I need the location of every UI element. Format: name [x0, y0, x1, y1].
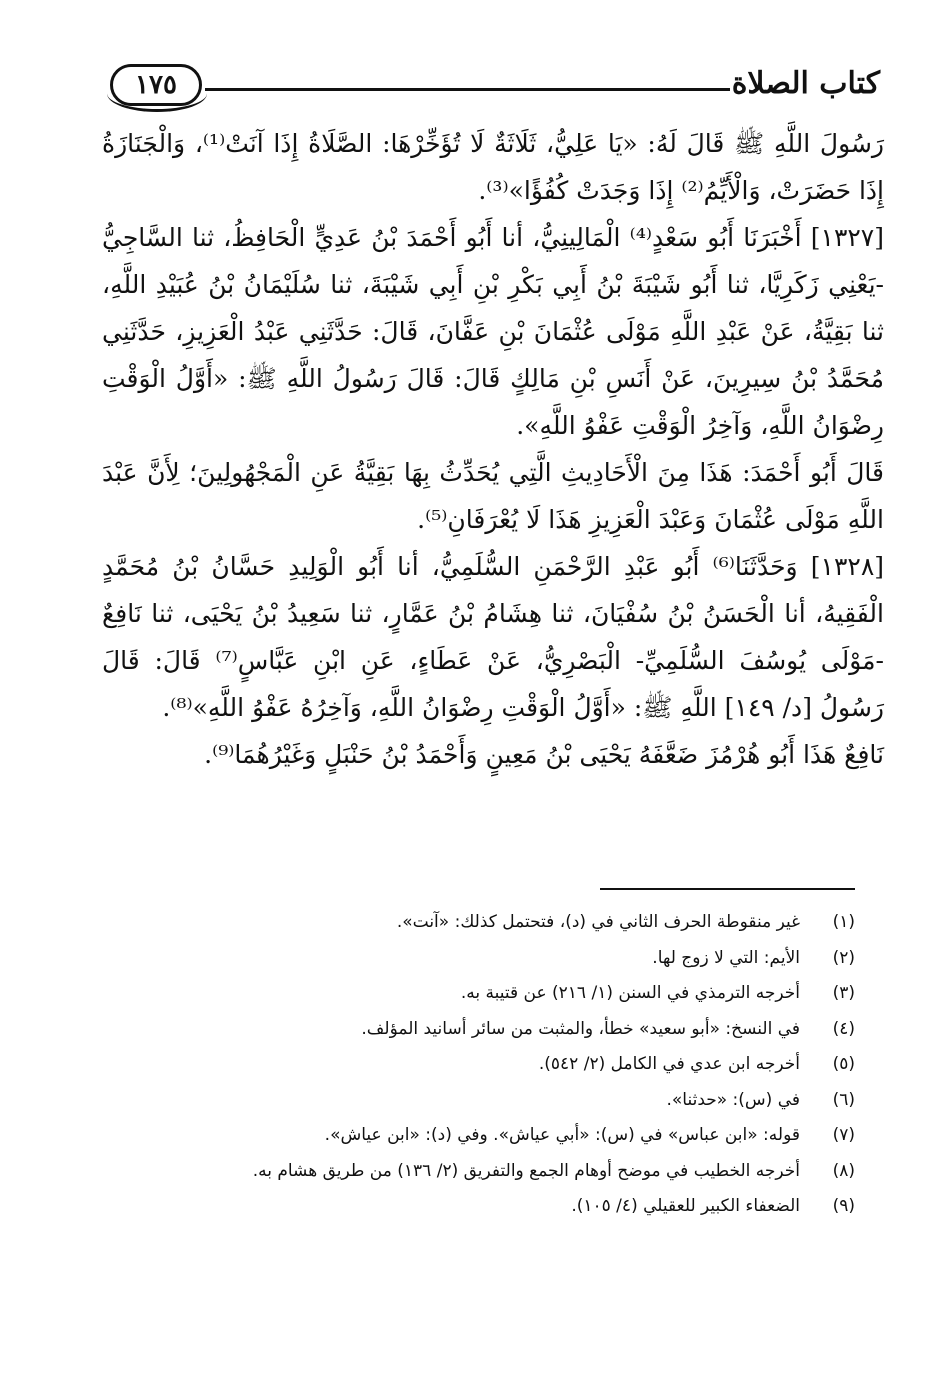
paragraph-closing: نَافِعٌ هَذَا أَبُو هُرْمُزَ ضَعَّفَهُ يَحْيَى بْنُ مَعِينٍ وَأَحْمَدُ بْنُ حَنْبَلٍ وَغَيْرُهُمَا⁽⁹⁾.: [204, 740, 884, 769]
footnote: [150, 976, 855, 1012]
footnote-text: الأيم: التي لا زوج لها.: [652, 947, 800, 968]
footnote-text: أخرجه ابن عدي في الكامل (٢/ ٥٤٢).: [538, 1054, 800, 1074]
footnote-text: أخرجه الخطيب في موضح أوهام الجمع والتفريق (٢/ ١٣٦) من طريق هشام به.: [252, 1160, 800, 1181]
paragraph-comment: قَالَ أَبُو أَحْمَدَ: هَذَا مِنَ الْأَحَادِيثِ الَّتِي يُحَدِّثُ بِهَا بَقِيَّةُ عَنِ الْمَجْهُولِينَ؛ لِأَنَّ عَبْدَ اللَّهِ مَوْلَى عُثْمَانَ وَعَبْدَ الْعَزِيزِ هَذَا لَا يُعْرَفَانِ⁽⁵⁾.: [102, 458, 884, 534]
footnote-number: (٨): [832, 1160, 855, 1181]
header-rule: [205, 88, 730, 91]
main-text: [102, 120, 884, 778]
footnote: [150, 1154, 855, 1190]
footnote-number: (٦): [832, 1089, 855, 1110]
footnote-text: قوله: «ابن عباس» في (س): «أبي عياش». وفي (د): «ابن عياش».: [324, 1125, 800, 1145]
footnote-text: أخرجه الترمذي في السنن (١/ ٢١٦) عن قتيبة به.: [460, 983, 800, 1003]
footnote-text: في النسخ: «أبو سعيد» خطأ، والمثبت من سائر أسانيد المؤلف.: [361, 1018, 800, 1039]
page-number-badge: [110, 64, 202, 106]
footnote-text: الضعفاء الكبير للعقيلي (٤/ ١٠٥).: [571, 1196, 800, 1216]
hadith-1327: [١٣٢٧] أَخْبَرَنَا أَبُو سَعْدٍ⁽⁴⁾ الْمَالِينِيُّ، أنا أَبُو أَحْمَدَ بْنُ عَدِيٍّ الْحَافِظُ، ثنا السَّاجِيُّ -يَعْنِي زَكَرِيَّا، ثنا أَبُو شَيْبَةَ بْنُ أَبِي بَكْرِ بْنِ أَبِي شَيْبَةَ، ثنا سُلَيْمَانُ بْنُ عُبَيْدِ اللَّهِ، ثنا بَقِيَّةُ، عَنْ عَبْدِ اللَّهِ مَوْلَى عُثْمَانَ بْنِ عَفَّانَ، قَالَ: حَدَّثَنِي عَبْدُ الْعَزِيزِ، حَدَّثَنِي مُحَمَّدُ بْنُ سِيرِينَ، عَنْ أَنَسِ بْنِ مَالِكٍ قَالَ: قَالَ رَسُولُ اللَّهِ ﷺ: «أَوَّلُ الْوَقْتِ رِضْوَانُ اللَّهِ، وَآخِرُ الْوَقْتِ عَفْوُ اللَّهِ».: [102, 223, 884, 440]
footnote: [150, 905, 855, 941]
hadith-1328: [١٣٢٨] وَحَدَّثَنَا⁽⁶⁾ أَبُو عَبْدِ الرَّحْمَنِ السُّلَمِيُّ، أنا أَبُو الْوَلِيدِ حَسَّانُ بْنُ مُحَمَّدٍ الْفَقِيهُ، أنا الْحَسَنُ بْنُ سُفْيَانَ، ثنا هِشَامُ بْنُ عَمَّارٍ، ثنا سَعِيدُ بْنُ يَحْيَى، ثنا نَافِعٌ -مَوْلَى يُوسُفَ السُّلَمِيِّ- الْبَصْرِيُّ، عَنْ عَطَاءٍ، عَنِ ابْنِ عَبَّاسٍ⁽⁷⁾ قَالَ: قَالَ رَسُولُ [د/ ١٤٩] اللَّهِ ﷺ: «أَوَّلُ الْوَقْتِ رِضْوَانُ اللَّهِ، وَآخِرُهُ عَفْوُ اللَّهِ»⁽⁸⁾.: [102, 552, 885, 722]
footnote: [150, 1083, 855, 1119]
footnote-number: (١): [832, 912, 855, 932]
footnote: [150, 1118, 855, 1154]
page-header: [110, 62, 880, 112]
footnote-number: (٤): [832, 1018, 855, 1039]
footnote-number: (٩): [832, 1196, 855, 1216]
paragraph-1: رَسُولَ اللَّهِ ﷺ قَالَ لَهُ: «يَا عَلِيُّ، ثَلَاثَةٌ لَا تُؤَخِّرْهَا: الصَّلَاةُ إِذَا آنَتْ⁽¹⁾، وَالْجَنَازَةُ إِذَا حَضَرَتْ، وَالْأَيِّمُ⁽²⁾ إِذَا وَجَدَتْ كُفُؤًا»⁽³⁾.: [102, 129, 884, 205]
footnote-text: في (س): «حدثنا».: [666, 1089, 800, 1110]
footnotes: [150, 905, 855, 1225]
footnote-text: غير منقوطة الحرف الثاني في (د)، فتحتمل كذلك: «آنت».: [396, 912, 800, 932]
chapter-title: كتاب الصلاة: [731, 66, 880, 101]
footnote-divider: [600, 888, 855, 890]
page-number: ١٧٥: [135, 70, 177, 100]
footnote-number: (٢): [832, 947, 855, 968]
footnote-number: (٣): [832, 983, 855, 1003]
footnote-number: (٧): [832, 1125, 855, 1145]
footnote: [150, 941, 855, 977]
footnote-number: (٥): [832, 1054, 855, 1074]
footnote: [150, 1189, 855, 1225]
footnote: [150, 1047, 855, 1083]
footnote: [150, 1012, 855, 1048]
